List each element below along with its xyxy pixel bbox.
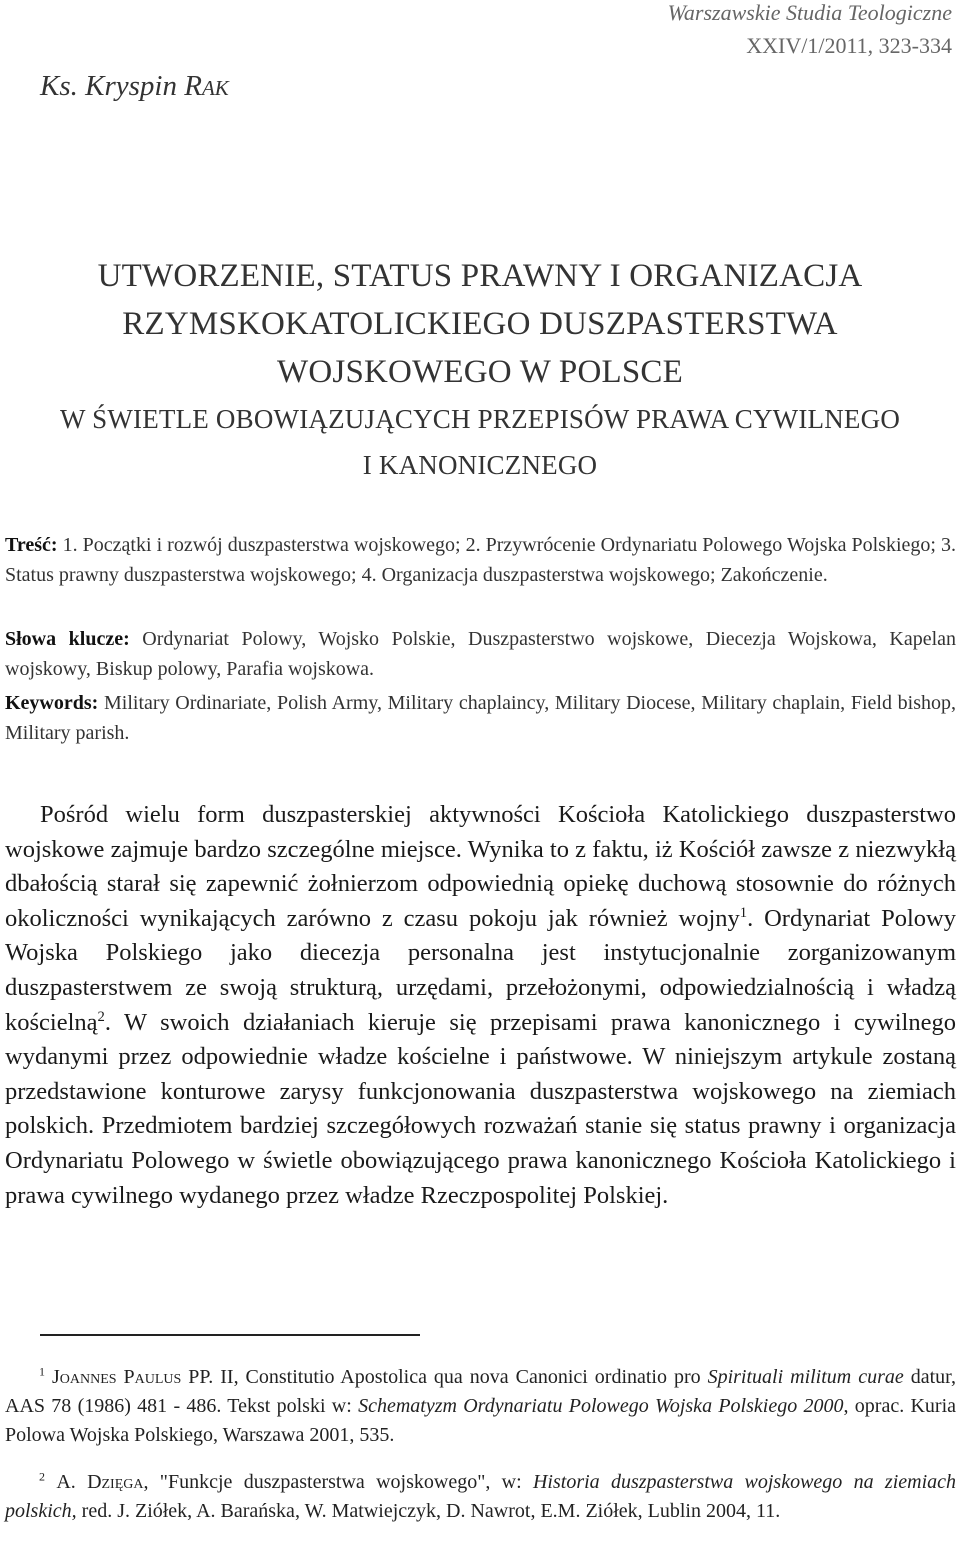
keywords-pl-text: Ordynariat Polowy, Wojsko Polskie, Duszpasterstwo wojskowe, Diecezja Wojskowa, Kapelan wojskowy, Biskup polowy, Parafia wojskowa. [5, 628, 957, 680]
keywords-en-block [5, 688, 956, 748]
body-part-1: Pośród wielu form duszpasterskiej aktywności Kościoła Katolickiego duszpasterstwo wojskowe zajmuje bardzo szczególne miejsce. Wynika to z faktu, iż Kościół zawsze z niezwykłą dbałością starał się zapewnić żołnierzom odpowiednią opiekę duchową stosownie do różnych okoliczności wynikających zarówno z czasu pokoju jak również wojny [5, 801, 956, 932]
keywords-en-label: Keywords: [5, 692, 99, 714]
body-part-3: . W swoich działaniach kieruje się przepisami prawa kanonicznego i cywilnego wydanymi przez odpowiednie władze kościelne i państwowe. W niniejszym artykule zostaną przedstawione konturowe zarysy funkcjonowania duszpasterstwa wojskowego na ziemiach polskich. Przedmiotem bardziej szczegółowych rozważań stanie się status prawny i organizacja Ordynariatu Polowego w świetle obowiązującego prawa kanonicznego Kościoła Katolickiego i prawa cywilnego wydanego przez władze Rzeczpospolitej Polskiej. [5, 1008, 956, 1209]
author-prefix: Ks. Kryspin R [40, 70, 202, 102]
contents-block [5, 530, 956, 590]
body-part-2: . Ordynariat Polowy Wojska Polskiego jako diecezja personalna jest instytucjonalnie zorganizowanym duszpasterstwem ze swoją strukturą, urzędami, przełożonymi, odpowiedzialnością i władzą kościelną [5, 904, 956, 1036]
footnote-2-author: A. Dzięga [56, 1471, 144, 1493]
article-title [0, 252, 960, 488]
footnote-1-italic-1: Spirituali militum curae [707, 1366, 904, 1388]
contents-label: Treść: [5, 534, 58, 556]
title-line-3: WOJSKOWEGO W POLSCE [277, 354, 683, 390]
body-text [5, 798, 956, 1213]
footnotes [5, 1363, 956, 1544]
keywords-pl-block [5, 624, 956, 684]
footnote-separator [40, 1334, 420, 1336]
keywords-en-text: Military Ordinariate, Polish Army, Military chaplaincy, Military Diocese, Military chaplain, Field bishop, Military parish. [5, 692, 956, 744]
title-line-1: UTWORZENIE, STATUS PRAWNY I ORGANIZACJA [97, 258, 863, 294]
footnote-2-number: 2 [39, 1469, 45, 1484]
title-line-4: W ŚWIETLE OBOWIĄZUJĄCYCH PRZEPISÓW PRAWA CYWILNEGO [59, 404, 901, 434]
author-surname-tail: AK [201, 76, 229, 100]
footnote-2 [5, 1468, 956, 1526]
footnote-1-author: Joannes Paulus [51, 1366, 182, 1388]
footnote-1-italic-2: Schematyzm Ordynariatu Polowego Wojska Polskiego 2000 [358, 1395, 844, 1417]
footnote-1-text-b: datur, AAS 78 (1986) 481 - 486. Tekst polski w: [5, 1366, 957, 1417]
footnote-2-text-b: red. J. Ziółek, A. Barańska, W. Matwiejczyk, D. Nawrot, E.M. Ziółek, Lublin 2004, 11. [76, 1500, 781, 1522]
footnote-ref-1: 1 [739, 904, 748, 921]
footnote-ref-2: 2 [97, 1008, 105, 1025]
footnote-1-number: 1 [39, 1364, 45, 1379]
title-line-5: I KANONICZNEGO [362, 450, 598, 480]
journal-name: Warszawskie Studia Teologiczne [667, 0, 952, 25]
keywords-pl-label: Słowa klucze: [5, 628, 130, 650]
footnote-1-text-a: PP. II, Constitutio Apostolica qua nova Canonici ordinatio pro [181, 1366, 708, 1388]
contents-text: 1. Początki i rozwój duszpasterstwa wojskowego; 2. Przywrócenie Ordynariatu Polowego Wojska Polskiego; 3. Status prawny duszpasterstwa wojskowego; 4. Organizacja duszpasterstwa wojskowego; Zakończenie. [5, 534, 956, 586]
footnote-2-text-a: , "Funkcje duszpasterstwa wojskowego", w: [143, 1471, 533, 1493]
journal-issue: XXIV/1/2011, 323-334 [746, 33, 952, 58]
footnote-1 [5, 1363, 956, 1450]
footnote-2-italic-1: Historia duszpasterstwa wojskowego na ziemiach polskich, [5, 1471, 957, 1522]
title-line-2: RZYMSKOKATOLICKIEGO DUSZPASTERSTWA [122, 306, 838, 342]
body-paragraph [5, 798, 956, 1213]
footnote-1-text-c: , oprac. Kuria Polowa Wojska Polskiego, Warszawa 2001, 535. [5, 1395, 957, 1446]
author-name [40, 70, 229, 103]
